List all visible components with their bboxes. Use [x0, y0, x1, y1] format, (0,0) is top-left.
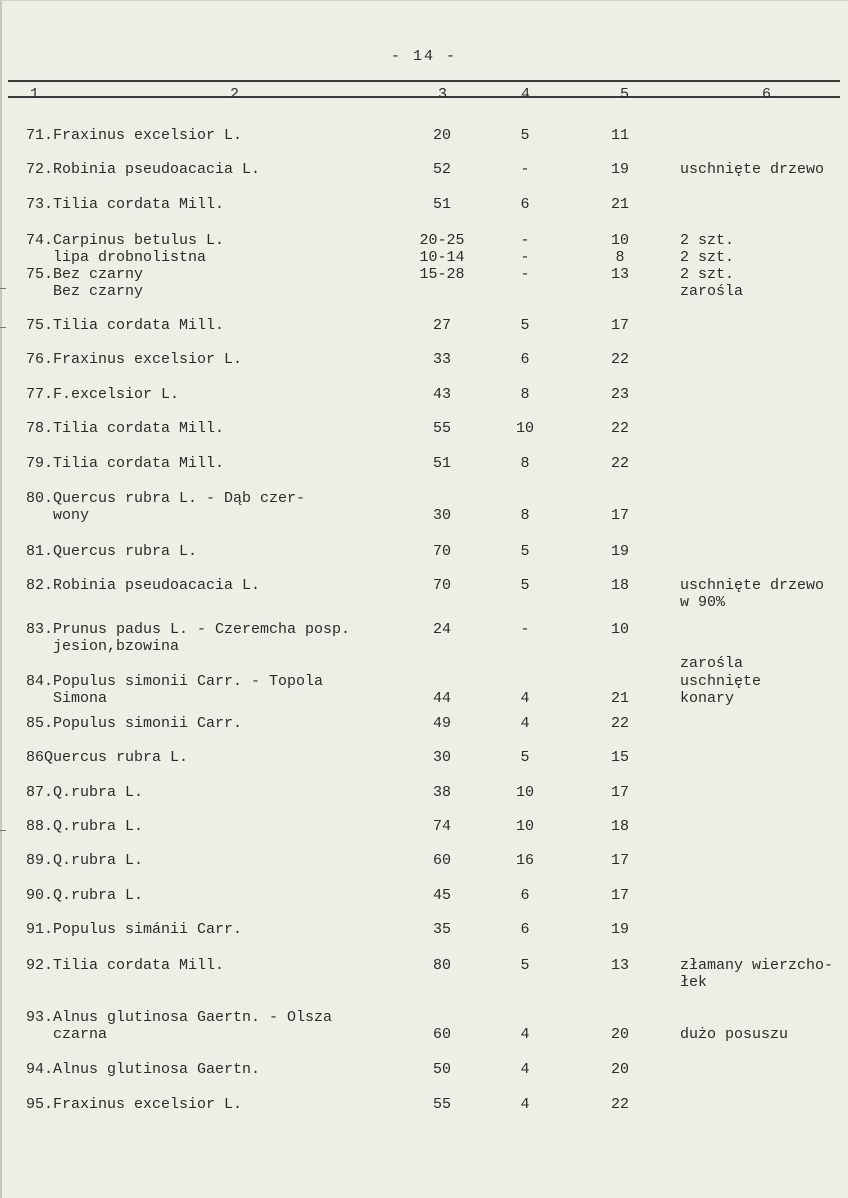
diameter-value: 50 — [432, 1061, 451, 1078]
diameter-value: 38 — [432, 784, 451, 801]
count-value: - — [520, 161, 530, 178]
species-name: 76.Fraxinus excelsior L. — [26, 351, 243, 368]
count-value: 16 — [515, 852, 534, 869]
species-name: 82.Robinia pseudoacacia L. — [26, 577, 261, 594]
remarks: dużo posuszu — [680, 1026, 789, 1043]
margin-tick — [0, 288, 6, 289]
count-value: 6 — [520, 921, 530, 938]
count-value: 4 — [520, 690, 530, 707]
diameter-value: 60 — [432, 852, 451, 869]
height-value: 18 — [610, 818, 629, 835]
diameter-value: 60 — [432, 1026, 451, 1043]
diameter-value: 33 — [432, 351, 451, 368]
column-header-4: 4 — [521, 86, 531, 103]
header-rule-bottom — [8, 96, 840, 98]
count-value: 8 — [520, 507, 530, 524]
remarks: uschnięte konary — [680, 673, 762, 707]
height-value: 22 — [610, 715, 629, 732]
diameter-value: 49 — [432, 715, 451, 732]
count-value: 10 — [515, 818, 534, 835]
height-value: 10 8 13 — [610, 232, 629, 283]
count-value: 10 — [515, 784, 534, 801]
species-name: 94.Alnus glutinosa Gaertn. — [26, 1061, 261, 1078]
species-name: 73.Tilia cordata Mill. — [26, 196, 225, 213]
margin-tick — [0, 327, 6, 328]
remarks: uschnięte drzewo w 90% — [680, 577, 825, 611]
remarks: złamany wierzcho- łek — [680, 957, 834, 991]
count-value: 5 — [520, 957, 530, 974]
diameter-value: 35 — [432, 921, 451, 938]
column-header-2: 2 — [230, 86, 240, 103]
diameter-value: 80 — [432, 957, 451, 974]
diameter-value: 24 — [432, 621, 451, 638]
height-value: 22 — [610, 351, 629, 368]
count-value: - - - — [520, 232, 530, 283]
diameter-value: 51 — [432, 455, 451, 472]
species-name: 75.Tilia cordata Mill. — [26, 317, 225, 334]
count-value: 5 — [520, 317, 530, 334]
count-value: 8 — [520, 455, 530, 472]
remarks: uschnięte drzewo — [680, 161, 825, 178]
height-value: 22 — [610, 420, 629, 437]
species-name: 93.Alnus glutinosa Gaertn. - Olsza czarna — [26, 1009, 333, 1043]
count-value: 6 — [520, 351, 530, 368]
species-name: 77.F.excelsior L. — [26, 386, 180, 403]
species-name: 83.Prunus padus L. - Czeremcha posp. jesion,bzowina — [26, 621, 351, 655]
height-value: 21 — [610, 690, 629, 707]
count-value: 5 — [520, 543, 530, 560]
species-name: 84.Populus simonii Carr. - Topola Simona — [26, 673, 324, 707]
diameter-value: 55 — [432, 420, 451, 437]
height-value: 20 — [610, 1061, 629, 1078]
height-value: 18 — [610, 577, 629, 594]
diameter-value: 52 — [432, 161, 451, 178]
height-value: 17 — [610, 887, 629, 904]
species-name: 95.Fraxinus excelsior L. — [26, 1096, 243, 1113]
count-value: 4 — [520, 715, 530, 732]
diameter-value: 20 — [432, 127, 451, 144]
height-value: 22 — [610, 455, 629, 472]
species-name: 88.Q.rubra L. — [26, 818, 144, 835]
height-value: 19 — [610, 161, 629, 178]
species-name: 79.Tilia cordata Mill. — [26, 455, 225, 472]
species-name: 81.Quercus rubra L. — [26, 543, 198, 560]
species-name: 74.Carpinus betulus L. lipa drobnolistna 75.Bez czarny Bez czarny — [26, 232, 225, 300]
column-header-3: 3 — [438, 86, 448, 103]
remarks: 2 szt. 2 szt. 2 szt. zarośla — [680, 232, 744, 300]
height-value: 22 — [610, 1096, 629, 1113]
species-name: 78.Tilia cordata Mill. — [26, 420, 225, 437]
count-value: 5 — [520, 127, 530, 144]
species-name: 91.Populus simánii Carr. — [26, 921, 243, 938]
count-value: 10 — [515, 420, 534, 437]
height-value: 17 — [610, 784, 629, 801]
count-value: 6 — [520, 196, 530, 213]
species-name: 72.Robinia pseudoacacia L. — [26, 161, 261, 178]
height-value: 17 — [610, 852, 629, 869]
page-number: - 14 - — [390, 48, 457, 65]
height-value: 20 — [610, 1026, 629, 1043]
diameter-value: 44 — [432, 690, 451, 707]
diameter-value: 55 — [432, 1096, 451, 1113]
margin-tick — [0, 830, 6, 831]
column-header-5: 5 — [620, 86, 630, 103]
count-value: 4 — [520, 1096, 530, 1113]
species-name: 87.Q.rubra L. — [26, 784, 144, 801]
count-value: 8 — [520, 386, 530, 403]
count-value: 4 — [520, 1061, 530, 1078]
count-value: 6 — [520, 887, 530, 904]
height-value: 17 — [610, 507, 629, 524]
height-value: 11 — [610, 127, 629, 144]
height-value: 21 — [610, 196, 629, 213]
count-value: 5 — [520, 577, 530, 594]
count-value: 4 — [520, 1026, 530, 1043]
height-value: 23 — [610, 386, 629, 403]
height-value: 19 — [610, 543, 629, 560]
species-name: 86Quercus rubra L. — [26, 749, 189, 766]
species-name: 90.Q.rubra L. — [26, 887, 144, 904]
height-value: 13 — [610, 957, 629, 974]
diameter-value: 43 — [432, 386, 451, 403]
diameter-value: 30 — [432, 749, 451, 766]
species-name: 85.Populus simonii Carr. — [26, 715, 243, 732]
count-value: 5 — [520, 749, 530, 766]
species-name: 92.Tilia cordata Mill. — [26, 957, 225, 974]
diameter-value: 70 — [432, 543, 451, 560]
diameter-value: 74 — [432, 818, 451, 835]
height-value: 10 — [610, 621, 629, 638]
diameter-value: 45 — [432, 887, 451, 904]
header-rule-top — [8, 80, 840, 82]
remarks: zarośla — [680, 655, 744, 672]
height-value: 15 — [610, 749, 629, 766]
column-header-6: 6 — [762, 86, 772, 103]
diameter-value: 27 — [432, 317, 451, 334]
column-header-1: 1 — [30, 86, 40, 103]
species-name: 89.Q.rubra L. — [26, 852, 144, 869]
diameter-value: 51 — [432, 196, 451, 213]
diameter-value: 20-25 10-14 15-28 — [419, 232, 465, 283]
count-value: - — [520, 621, 530, 638]
species-name: 71.Fraxinus excelsior L. — [26, 127, 243, 144]
height-value: 17 — [610, 317, 629, 334]
species-name: 80.Quercus rubra L. - Dąb czer- wony — [26, 490, 306, 524]
diameter-value: 70 — [432, 577, 451, 594]
height-value: 19 — [610, 921, 629, 938]
diameter-value: 30 — [432, 507, 451, 524]
